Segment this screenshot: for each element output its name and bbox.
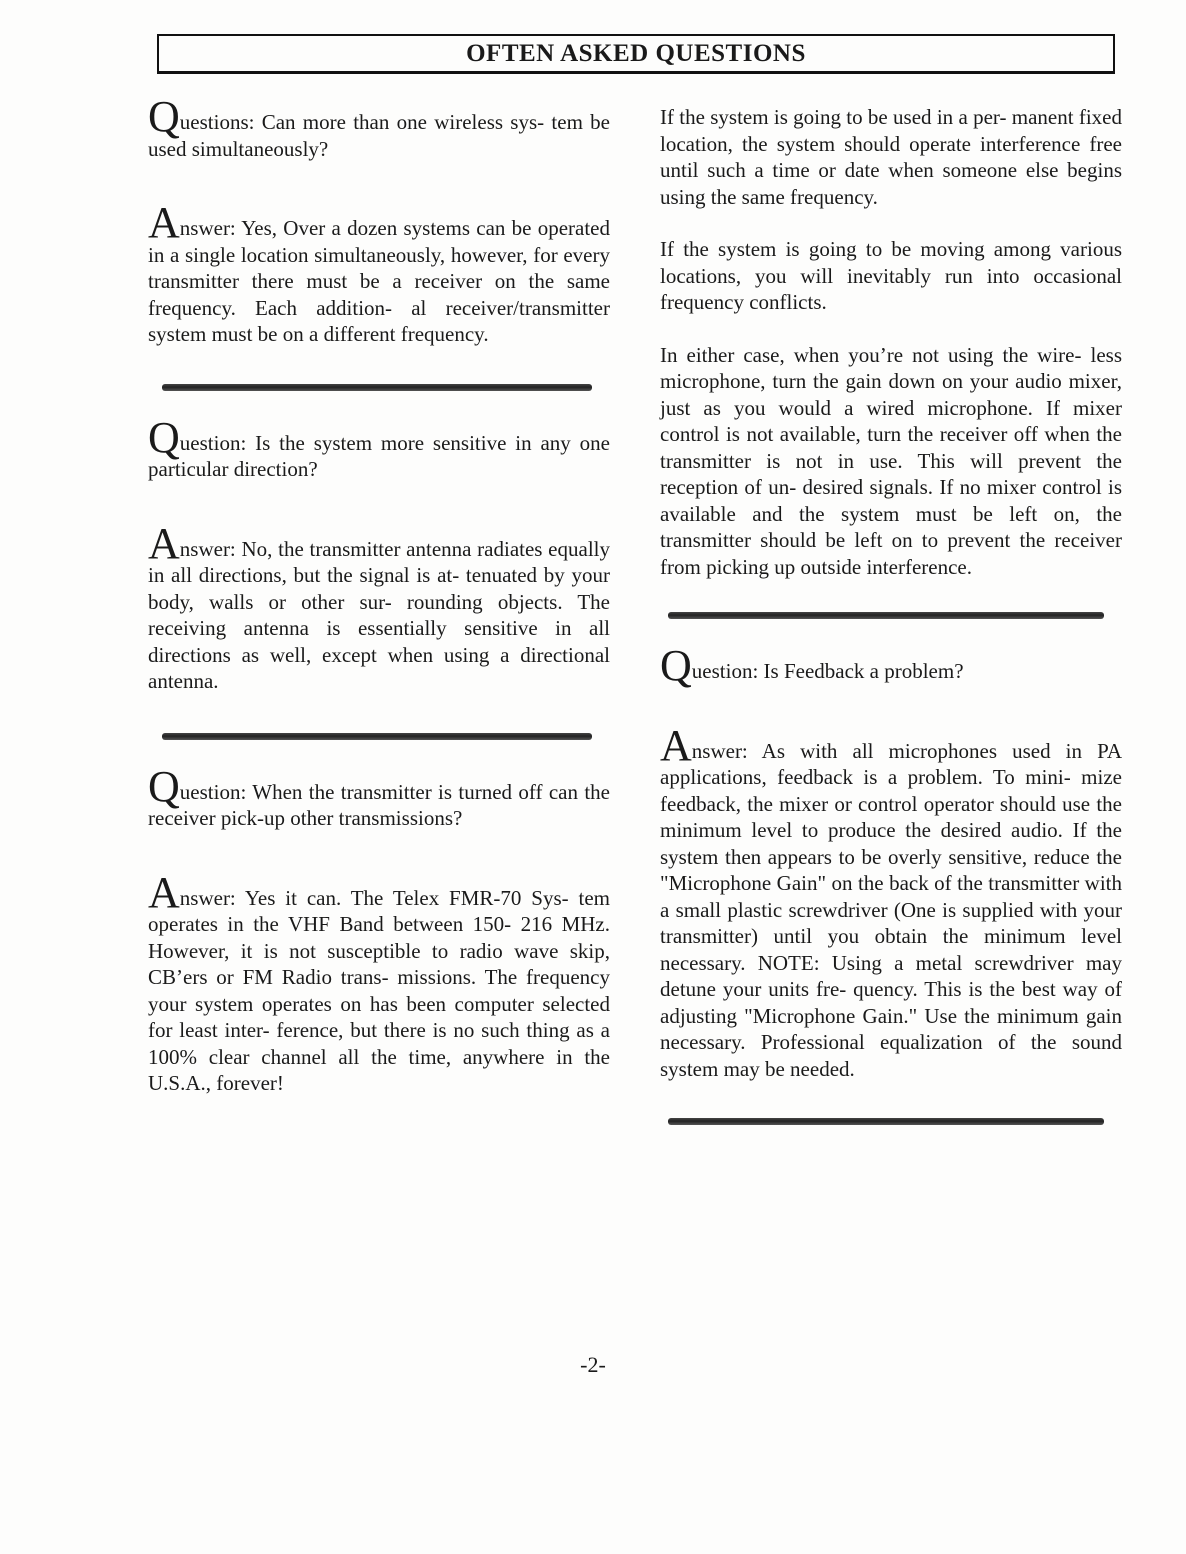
question-3 <box>148 761 610 832</box>
paragraph-gain-advice: In either case, when you’re not using the wire- less microphone, turn the gain down on your audio mixer, just as you would a wired microphone. If mixer control is not available, turn the receiver off when the transmitter is not in use. This will prevent the reception of un- desired signals. If no mixer control is available and the system must be left on, the transmitter should be left on to prevent the receiver from picking up outside interference. <box>660 342 1122 579</box>
paragraph-moving-locations: If the system is going to be moving among various locations, you will inevitably run into occasional frequency conflicts. <box>660 237 1122 314</box>
drop-initial: Q <box>148 92 180 141</box>
answer-4-text: nswer: As with all microphones used in PA applications, feedback is a problem. To mini- mize feedback, the mixer or control operator should use the minimum level to produce the desired audio. If the system then appears to be overly sensitive, reduce the "Microphone Gain" on the back of the transmitter with a small plastic screwdriver (One is supplied with your transmitter) until you obtain the minimum level necessary. NOTE: Using a metal screwdriver may detune your units fre- quency. This is the best way of adjusting "Microphone Gain." Use the minimum gain necessary. Professional equalization of the sound system may be needed. <box>660 738 1122 1081</box>
drop-initial: A <box>148 518 180 568</box>
answer-1-text: nswer: Yes, Over a dozen systems can be operated in a single location simultaneously, however, for every transmitter there must be a receiver on the same frequency. Each addition- al receiver/transmitter system must be on a different frequency. <box>148 216 610 346</box>
question-1-text: uestions: Can more than one wireless sys- tem be used simultaneously? <box>148 110 610 161</box>
question-1 <box>148 92 610 162</box>
answer-2-text: nswer: No, the transmitter antenna radiates equally in all directions, but the signal is at- tenuated by your body, walls or other sur- rounding objects. The receiving antenna is essentially sensitive in all directions as well, except when using a directional antenna. <box>148 536 610 693</box>
drop-initial: Q <box>148 412 180 462</box>
page-title: OFTEN ASKED QUESTIONS <box>466 40 806 67</box>
answer-4 <box>660 720 1122 1083</box>
drop-initial: Q <box>660 641 692 690</box>
question-4-text: uestion: Is Feedback a problem? <box>691 659 964 683</box>
answer-1 <box>148 198 610 348</box>
answer-2 <box>148 518 610 695</box>
drop-initial: A <box>660 720 692 770</box>
section-divider <box>162 733 592 740</box>
drop-initial: A <box>148 198 180 247</box>
section-divider <box>668 612 1104 619</box>
section-divider <box>162 384 592 391</box>
answer-3-text: nswer: Yes it can. The Telex FMR-70 Sys- tem operates in the VHF Band between 150- 216 MHz. However, it is not susceptible to radio wave skip, CB’ers or FM Radio trans- missions. The frequency your system operates on has been computer selected for least inter- ference, but there is no such thing as a 100% clear channel all the time, anywhere in the U.S.A., forever! <box>148 885 610 1095</box>
header-box <box>157 34 1115 74</box>
question-2-text: uestion: Is the system more sensitive in any one particular direction? <box>148 430 610 481</box>
drop-initial: A <box>148 867 180 917</box>
answer-3 <box>148 867 610 1097</box>
question-2 <box>148 412 610 483</box>
paragraph-fixed-location: If the system is going to be used in a per- manent fixed location, the system should operate interference free until such a time or date when someone else begins using the same frequency. <box>660 105 1122 209</box>
right-column <box>660 104 1122 1125</box>
left-column <box>148 92 610 1097</box>
page-number: -2- <box>580 1352 606 1377</box>
section-divider <box>668 1118 1104 1125</box>
drop-initial: Q <box>148 761 180 811</box>
question-4 <box>660 641 1122 690</box>
question-3-text: uestion: When the transmitter is turned off can the receiver pick-up other transmissions? <box>148 779 610 830</box>
